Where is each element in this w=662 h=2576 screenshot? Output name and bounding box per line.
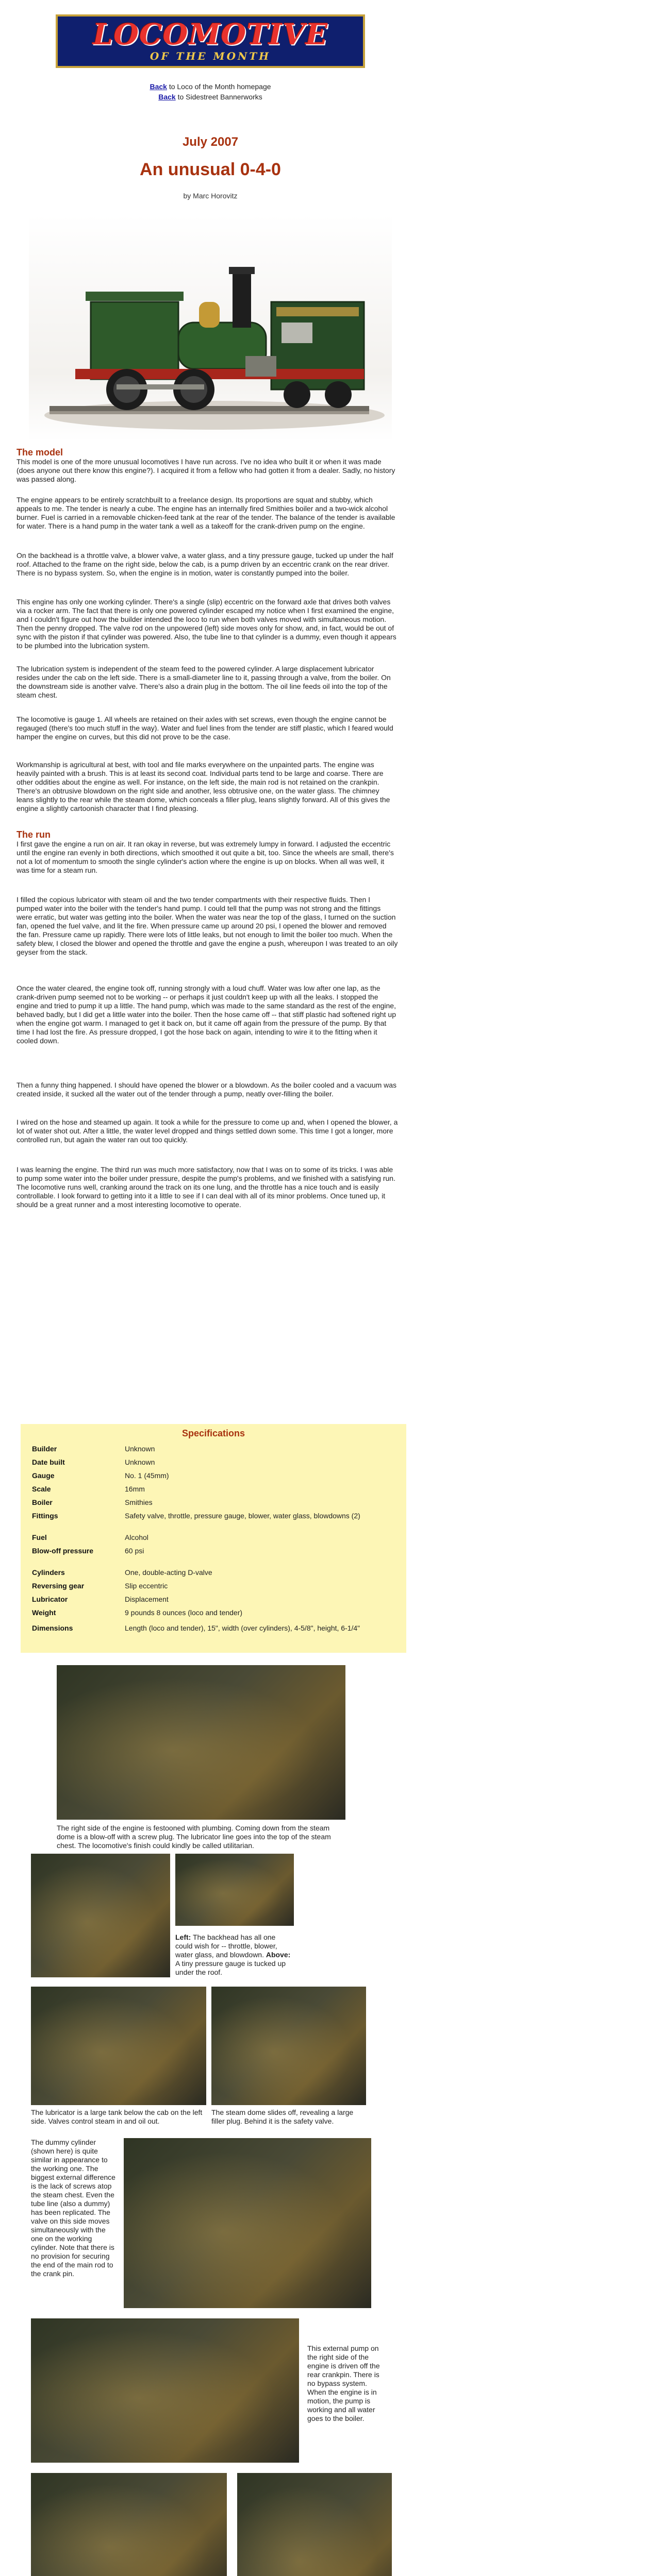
- photo-pressure-gauge: [175, 1854, 294, 1926]
- spec-value: Alcohol: [125, 1533, 148, 1541]
- model-paragraph-3: On the backhead is a throttle valve, a blower valve, a water glass, and a tiny pressure gauge, tucked up under the half roof. Attached to the frame on the right side, below the cab, is a pump driven by an eccentric crank on the rear driver. There is no bypass system. So, when the engine is in motion, water is constantly pumped into the boiler.: [16, 551, 393, 577]
- spec-value: Displacement: [125, 1595, 169, 1603]
- caption-label-above: Above:: [266, 1951, 291, 1959]
- caption-label-left: Left:: [175, 1933, 191, 1941]
- photo-pump: [31, 2318, 299, 2463]
- nav-text-bannerworks: to Sidestreet Bannerworks: [175, 93, 262, 101]
- back-link-loco[interactable]: Back: [150, 82, 167, 91]
- site-banner: [56, 14, 365, 68]
- spec-label: Fuel: [32, 1533, 47, 1541]
- caption-lubricator: The lubricator is a large tank below the cab on the left side. Valves control steam in and oil out.: [31, 2108, 203, 2125]
- section-heading-run: The run: [16, 829, 51, 840]
- banner-subtitle: OF THE MONTH: [150, 50, 271, 62]
- run-paragraph-6: I was learning the engine. The third run was much more satisfactory, now that I was on to some of its tricks. I was able to pump some water into the boiler under pressure, despite the pump's problems, and we finished with a satisfying run. The locomotive runs well, cranking around the track on its one lung, and the throttle has a nice touch and is easily controllable. I look forward to getting into it a little to see if I can deal with all of its minor problems. Once tuned up, it should be a great runner and a most interesting locomotive to operate.: [16, 1165, 395, 1209]
- spec-label: Builder: [32, 1445, 57, 1453]
- run-paragraph-2: I filled the copious lubricator with steam oil and the two tender compartments with their respective fluids. Then I pumped water into the boiler with the tender's hand pump. I could tell that the pump was not strong and the fittings were erratic, but water was getting into the boiler. When the water was near the top of the glass, I turned on the suction fan, opened the fuel valve, and lit the fire. When pressure came up around 20 psi, I opened the blower and removed the fan. Pressure came up rapidly. There were lots of little leaks, but not enough to limit the boiler too much. When the safety blew, I closed the blower and opened the throttle and gave the engine a push, whereupon I was treated to an oily geyser from the stack.: [16, 895, 398, 956]
- banner-title: LOCOMOTIVE: [92, 18, 328, 52]
- spec-label: Dimensions: [32, 1624, 73, 1632]
- spec-value: Slip eccentric: [125, 1582, 168, 1590]
- run-paragraph-4: Then a funny thing happened. I should have opened the blower or a blowdown. As the boiler cooled and a vacuum was created inside, it sucked all the water out of the tender through a pump, neatly over-filling the boiler.: [16, 1081, 397, 1098]
- spec-label: Scale: [32, 1485, 51, 1493]
- run-paragraph-3: Once the water cleared, the engine took off, running strongly with a loud chuff. Water was low after one lap, as the crank-driven pump seemed not to be working -- or perhaps it just couldn't keep up with all the leaks. I stopped the engine and tried to pump it up a little. The hand pump, which was made to the same standard as the rest of the engine, behaved badly, but I did get a little water into the boiler. Then the hose came off -- that stiff plastic had softened right up when the engine got warm. I managed to get it back on, but it came off again from the pressure of the pump. By that time I had lost the fire. As pressure dropped, I got the hose back on again, intending to wire it to the fitting when it cooled down.: [16, 984, 396, 1045]
- spec-label: Reversing gear: [32, 1582, 85, 1590]
- model-paragraph-2: The engine appears to be entirely scratchbuilt to a freelance design. Its proportions are squat and stubby, which appeals to me. The tender is nearly a cube. The engine has an internally fired Smithies boiler and a two-wick alcohol burner. Fuel is carried in a removable chicken-feed tank at the rear of the tender. The balance of the tender is available for water. There is a hand pump in the water tank a well as a takeoff for the crank-driven pump on the engine.: [16, 496, 395, 530]
- photo-dummy-cylinder: [124, 2138, 371, 2308]
- spec-value: Safety valve, throttle, pressure gauge, blower, water glass, blowdowns (2): [125, 1512, 360, 1520]
- specifications-table: [21, 1424, 406, 1653]
- spec-value: 60 psi: [125, 1547, 144, 1555]
- spec-value: One, double-acting D-valve: [125, 1568, 212, 1577]
- spec-label: Lubricator: [32, 1595, 68, 1603]
- nav-back-loco: [0, 82, 421, 91]
- caption-backhead-text: The backhead has all one could wish for -- throttle, blower, water glass, and blowdown.: [175, 1933, 277, 1959]
- spec-label: Cylinders: [32, 1568, 65, 1577]
- model-paragraph-7: Workmanship is agricultural at best, with tool and file marks everywhere on the unpainted parts. The engine was heavily painted with a brush. This is at least its second coat. Individual parts tend to be large and coarse. There are other oddities about the engine as well. For instance, on the left side, the main rod is not retained on the crankpin. There's an obtrusive blowdown on the right side and another, less obtrusive one, on the water glass. The chimney leans slightly to the rear while the steam dome, which conceals a filler plug, leans slightly forward. All of this gives the engine a slightly cartoonish character that I find pleasing.: [16, 760, 390, 812]
- byline: by Marc Horovitz: [183, 192, 238, 200]
- spec-label: Gauge: [32, 1471, 55, 1480]
- photo-lubricator: [31, 1987, 206, 2105]
- photo-steam-dome: [211, 1987, 366, 2105]
- spec-value: Length (loco and tender), 15", width (over cylinders), 4-5/8", height, 6-1/4": [125, 1624, 360, 1632]
- spec-label: Boiler: [32, 1498, 53, 1506]
- back-link-bannerworks[interactable]: Back: [158, 93, 176, 101]
- caption-steam-dome: The steam dome slides off, revealing a large filler plug. Behind it is the safety valve.: [211, 2108, 354, 2125]
- caption-right-side: The right side of the engine is festooned with plumbing. Coming down from the steam dome is a blow-off with a screw plug. The lubricator line goes into the top of the steam chest. The locomotive's finish could kindly be called utilitarian.: [57, 1824, 331, 1850]
- spec-label: Weight: [32, 1608, 56, 1617]
- spec-value: No. 1 (45mm): [125, 1471, 169, 1480]
- spec-value: Unknown: [125, 1445, 155, 1453]
- model-paragraph-1: This model is one of the more unusual locomotives I have run across. I've no idea who built it or when it was made (does anyone out there know this engine?). I acquired it from a fellow who had gotten it from a dealer. Sadly, no history was passed along.: [16, 457, 395, 483]
- spec-label: Blow-off pressure: [32, 1547, 94, 1555]
- hero-locomotive-photo: [29, 214, 392, 441]
- photo-fuel-tank: [237, 2473, 392, 2576]
- photo-backhead: [31, 1854, 170, 1977]
- model-paragraph-5: The lubrication system is independent of the steam feed to the powered cylinder. A large displacement lubricator resides under the cab on the left side. There is a small-diameter line to it, passing through a valve, from the boiler. On the downstream side is another valve. There's also a drain plug in the bottom. The oil line feeds oil into the top of the steam chest.: [16, 665, 391, 699]
- spec-value: Unknown: [125, 1458, 155, 1466]
- nav-back-bannerworks: [0, 93, 421, 101]
- caption-backhead: [175, 1933, 294, 1977]
- photo-tender-top: [31, 2473, 227, 2576]
- spec-value: 16mm: [125, 1485, 145, 1493]
- model-paragraph-4: This engine has only one working cylinder. There's a single (slip) eccentric on the forward axle that drives both valves via a rocker arm. The fact that there is only one powered cylinder escaped my notice when I first examined the engine, and I couldn't figure out how the builder intended the loco to run when both valves moved with simultaneous motion. Then the penny dropped. The valve rod on the unpowered (left) side moves only for show, and, in fact, would be out of sync with the piston if that cylinder was powered. Also, the tube line to that cylinder is a dummy, even though it appears to be plumbed into the lubrication system.: [16, 598, 396, 650]
- run-paragraph-5: I wired on the hose and steamed up again. It took a while for the pressure to come up and, when I opened the blower, a lot of water shot out. After a little, the water level dropped and things settled down some. This time I got a longer, more controlled run, but again the water ran out too quickly.: [16, 1118, 398, 1144]
- page-title: An unusual 0-4-0: [140, 160, 281, 179]
- spec-value: 9 pounds 8 ounces (loco and tender): [125, 1608, 243, 1617]
- run-paragraph-1: I first gave the engine a run on air. It ran okay in reverse, but was extremely lumpy in forward. I adjusted the eccentric until the engine ran evenly in both directions, which smoothed it out quite a bit, too. Since the wheels are small, there's not a lot of momentum to smooth the single cylinder's action where the engine is up on blocks. When all was well, it was time for a steam run.: [16, 840, 394, 874]
- caption-pump: This external pump on the right side of the engine is driven off the rear crankpin. There is no bypass system. When the engine is in motion, the pump is working and all water goes to the boiler.: [307, 2344, 380, 2422]
- section-heading-model: The model: [16, 447, 63, 457]
- nav-text-loco: to Loco of the Month homepage: [167, 82, 271, 91]
- spec-value: Smithies: [125, 1498, 153, 1506]
- issue-month: July 2007: [182, 135, 239, 149]
- caption-dummy-cylinder: The dummy cylinder (shown here) is quite similar in appearance to the working one. The biggest external difference is the lack of screws atop the steam chest. Even the tube line (also a dummy) has been replicated. The valve on this side moves simultaneously with the one on the working cylinder. Note that there is no provision for securing the end of the main rod to the crank pin.: [31, 2138, 115, 2278]
- spec-label: Date built: [32, 1458, 65, 1466]
- specifications-title: Specifications: [181, 1428, 245, 1438]
- caption-backhead-above-text: A tiny pressure gauge is tucked up under the roof.: [175, 1959, 286, 1976]
- locomotive-illustration: [29, 214, 392, 441]
- spec-label: Fittings: [32, 1512, 58, 1520]
- model-paragraph-6: The locomotive is gauge 1. All wheels are retained on their axles with set screws, even though the engine cannot be regauged (there's too much stuff in the way). Water and fuel lines from the tender are stiff plastic, which I feared would hamper the engine on curves, but this did not prove to be the case.: [16, 715, 393, 741]
- photo-right-side: [57, 1665, 345, 1820]
